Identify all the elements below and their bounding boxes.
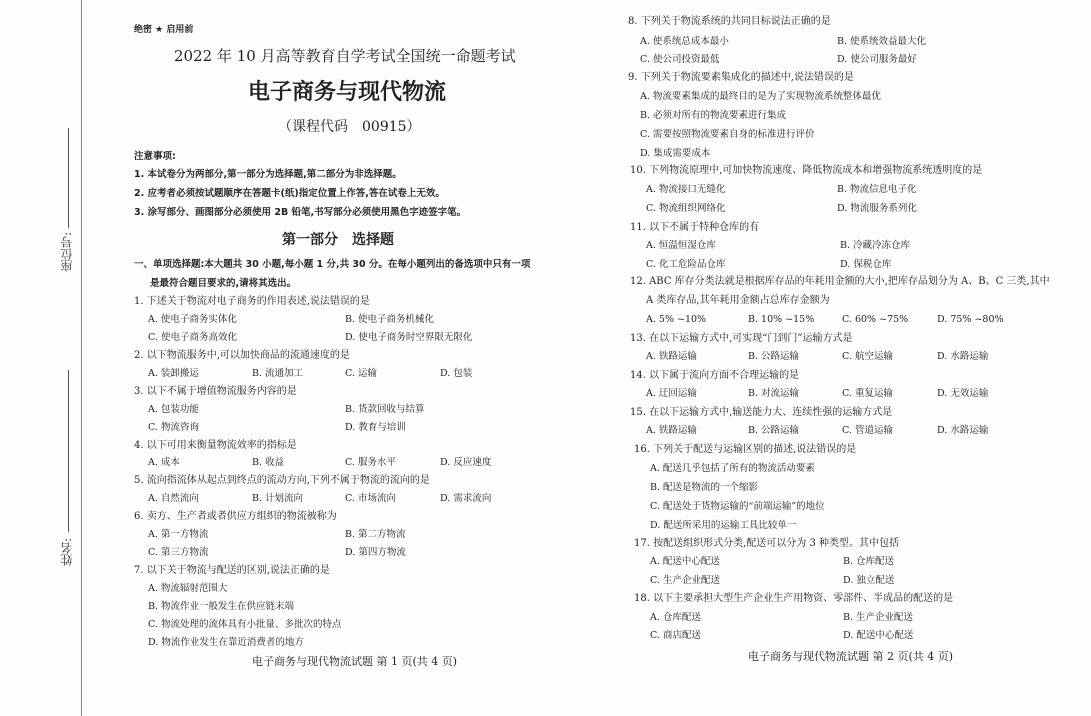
answer-option: B. 货款回收与结算 — [345, 404, 425, 415]
answer-option: C. 生产企业配送 — [650, 575, 720, 586]
answer-option: A. 5% ~10% — [646, 314, 707, 325]
question-stem: 11. 以下不属于特种仓库的有 — [630, 222, 760, 233]
answer-option: A. 使系统总成本最小 — [640, 36, 729, 47]
answer-option: D. 教育与培训 — [345, 422, 406, 433]
question-stem: 1. 下述关于物流对电子商务的作用表述,说法错误的是 — [134, 296, 370, 307]
question-stem: 5. 流向指流体从起点到终点的流动方向,下列不属于物流的流向的是 — [134, 475, 430, 486]
section-instruction: 一、单项选择题:本大题共 30 小题,每小题 1 分,共 30 分。在每小题列出的备选项中只有一项 — [134, 259, 531, 270]
answer-option: B. 物流信息电子化 — [837, 184, 917, 195]
answer-option: D. 反应速度 — [440, 457, 492, 468]
answer-option: B. 冷藏冷冻仓库 — [840, 240, 911, 251]
answer-option: C. 商店配送 — [650, 630, 701, 641]
question-stem: 3. 以下不属于增值物流服务内容的是 — [134, 386, 297, 397]
notes-heading: 注意事项: — [134, 151, 176, 162]
answer-option: A. 装卸搬运 — [148, 368, 199, 379]
answer-option: A. 配送几乎包括了所有的物流活动要素 — [650, 463, 815, 474]
answer-option: C. 运输 — [345, 368, 377, 379]
answer-option: C. 管道运输 — [842, 425, 893, 436]
answer-option: B. 10% ~15% — [748, 314, 815, 325]
question-stem: 12. ABC 库存分类法就是根据库存品的年耗用金额的大小,把库存品划分为 A、B、C 三类,其中 — [630, 276, 1050, 287]
answer-option: A. 物流辐射范围大 — [148, 583, 228, 594]
answer-option: D. 包装 — [440, 368, 473, 379]
answer-option: C. 物流组织网络化 — [646, 203, 726, 214]
answer-option: A. 配送中心配送 — [650, 556, 720, 567]
answer-option: A. 包装功能 — [148, 404, 199, 415]
answer-option: B. 生产企业配送 — [843, 612, 914, 623]
answer-option: D. 集成需要成本 — [640, 148, 711, 159]
answer-option: D. 物流服务系列化 — [837, 203, 917, 214]
answer-option: B. 第二方物流 — [345, 529, 406, 540]
answer-option: B. 流通加工 — [252, 368, 304, 379]
answer-option: D. 使公司服务最好 — [837, 54, 917, 65]
answer-option: B. 物流作业一般发生在供应链末端 — [148, 601, 295, 612]
answer-option: C. 配送处于货物运输的“前端运输”的地位 — [650, 501, 825, 512]
question-stem: 18. 以下主要承担大型生产企业生产用物资、零部件、半成品的配送的是 — [634, 593, 954, 604]
answer-option: B. 收益 — [252, 457, 285, 468]
question-stem: 7. 以下关于物流与配送的区别,说法正确的是 — [134, 565, 330, 576]
answer-option: D. 独立配送 — [843, 575, 895, 586]
answer-option: C. 60% ~75% — [842, 314, 909, 325]
name-label: 姓名: — [60, 538, 74, 567]
note-item: 2. 应考者必须按试题顺序在答题卡(纸)指定位置上作答,答在试卷上无效。 — [134, 188, 445, 199]
note-item: 3. 涂写部分、画图部分必须使用 2B 铅笔,书写部分必须使用黑色字迹签字笔。 — [134, 207, 467, 218]
answer-option: C. 使公司投资最低 — [640, 54, 720, 65]
section-instruction: 是最符合题目要求的,请将其选出。 — [150, 278, 297, 289]
answer-option: D. 水路运输 — [937, 351, 989, 362]
answer-option: C. 物流处理的流体具有小批量、多批次的特点 — [148, 619, 342, 630]
answer-option: D. 保税仓库 — [840, 259, 892, 270]
answer-option: B. 仓库配送 — [843, 556, 895, 567]
answer-option: A. 物流要素集成的最终目的是为了实现物流系统整体最优 — [640, 91, 881, 102]
answer-option: C. 市场流向 — [345, 493, 396, 504]
answer-option: D. 水路运输 — [937, 425, 989, 436]
question-stem: 9. 下列关于物流要素集成化的描述中,说法错误的是 — [628, 72, 854, 83]
answer-option: A. 第一方物流 — [148, 529, 209, 540]
page-footer-1: 电子商务与现代物流试题 第 1 页(共 4 页) — [252, 655, 458, 668]
subject-title: 电子商务与现代物流 — [248, 80, 447, 105]
answer-option: D. 使电子商务时空界限无限化 — [345, 332, 473, 343]
answer-option: C. 需要按照物流要素自身的标准进行评价 — [640, 129, 815, 140]
answer-option: D. 配送中心配送 — [843, 630, 914, 641]
answer-option: B. 使电子商务机械化 — [345, 314, 435, 325]
answer-option: C. 重复运输 — [842, 388, 893, 399]
answer-option: C. 使电子商务高效化 — [148, 332, 237, 343]
question-stem: 15. 在以下运输方式中,输送能力大、连续性强的运输方式是 — [630, 407, 893, 418]
answer-option: A. 迂回运输 — [646, 388, 697, 399]
seat-number-field[interactable] — [68, 128, 69, 228]
note-item: 1. 本试卷分为两部分,第一部分为选择题,第二部分为非选择题。 — [134, 169, 402, 180]
answer-option: D. 配送所采用的运输工具比较单一 — [650, 520, 797, 531]
question-stem: 16. 下列关于配送与运输区别的描述,说法错误的是 — [634, 444, 857, 455]
answer-option: D. 第四方物流 — [345, 547, 406, 558]
question-stem: 8. 下列关于物流系统的共同目标说法正确的是 — [628, 16, 831, 27]
binding-line — [81, 0, 82, 716]
exam-title: 2022 年 10 月高等教育自学考试全国统一命题考试 — [174, 47, 516, 65]
answer-option: B. 计划流向 — [252, 493, 304, 504]
answer-option: C. 服务水平 — [345, 457, 396, 468]
secret-mark: 绝密 ★ 启用前 — [134, 25, 194, 35]
answer-option: C. 航空运输 — [842, 351, 893, 362]
answer-option: D. 无效运输 — [937, 388, 989, 399]
answer-option: D. 75% ~80% — [937, 314, 1004, 325]
answer-option: B. 公路运输 — [748, 425, 800, 436]
question-stem: 17. 按配送组织形式分类,配送可以分为 3 种类型。其中包括 — [634, 538, 899, 549]
part-heading: 第一部分 选择题 — [282, 232, 394, 248]
answer-option: B. 必须对所有的物流要素进行集成 — [640, 110, 787, 121]
question-stem: 2. 以下物流服务中,可以加快商品的流通速度的是 — [134, 350, 350, 361]
answer-option: B. 对流运输 — [748, 388, 800, 399]
answer-option: B. 使系统效益最大化 — [837, 36, 927, 47]
page-footer-2: 电子商务与现代物流试题 第 2 页(共 4 页) — [748, 650, 954, 663]
answer-option: A. 物流接口无缝化 — [646, 184, 726, 195]
question-stem: 4. 以下可用来衡量物流效率的指标是 — [134, 440, 297, 451]
answer-option: C. 物流咨询 — [148, 422, 199, 433]
seat-number-label: 座位号: — [60, 232, 74, 273]
question-stem: 13. 在以下运输方式中,可实现“门到门”运输方式是 — [630, 333, 853, 344]
answer-option: B. 公路运输 — [748, 351, 800, 362]
question-stem: A 类库存品,其年耗用金额占总库存金额为 — [646, 295, 830, 306]
answer-option: B. 配送是物流的一个缩影 — [650, 482, 759, 493]
answer-option: A. 铁路运输 — [646, 425, 697, 436]
answer-option: C. 第三方物流 — [148, 547, 209, 558]
question-stem: 6. 卖方、生产者或者供应方组织的物流被称为 — [134, 511, 337, 522]
question-stem: 10. 下列物流原理中,可加快物流速度、降低物流成本和增强物流系统透明度的是 — [630, 165, 983, 176]
answer-option: C. 化工危险品仓库 — [646, 259, 726, 270]
answer-option: A. 使电子商务实体化 — [148, 314, 237, 325]
name-field[interactable] — [68, 370, 69, 532]
answer-option: D. 物流作业发生在靠近消费者的地方 — [148, 637, 304, 648]
question-stem: 14. 以下属于流向方面不合理运输的是 — [630, 370, 800, 381]
answer-option: A. 自然流向 — [148, 493, 199, 504]
answer-option: A. 成本 — [148, 457, 180, 468]
answer-option: A. 恒温恒湿仓库 — [646, 240, 716, 251]
answer-option: A. 仓库配送 — [650, 612, 701, 623]
course-code: （课程代码 00915） — [278, 119, 421, 135]
answer-option: A. 铁路运输 — [646, 351, 697, 362]
answer-option: D. 需求流向 — [440, 493, 492, 504]
